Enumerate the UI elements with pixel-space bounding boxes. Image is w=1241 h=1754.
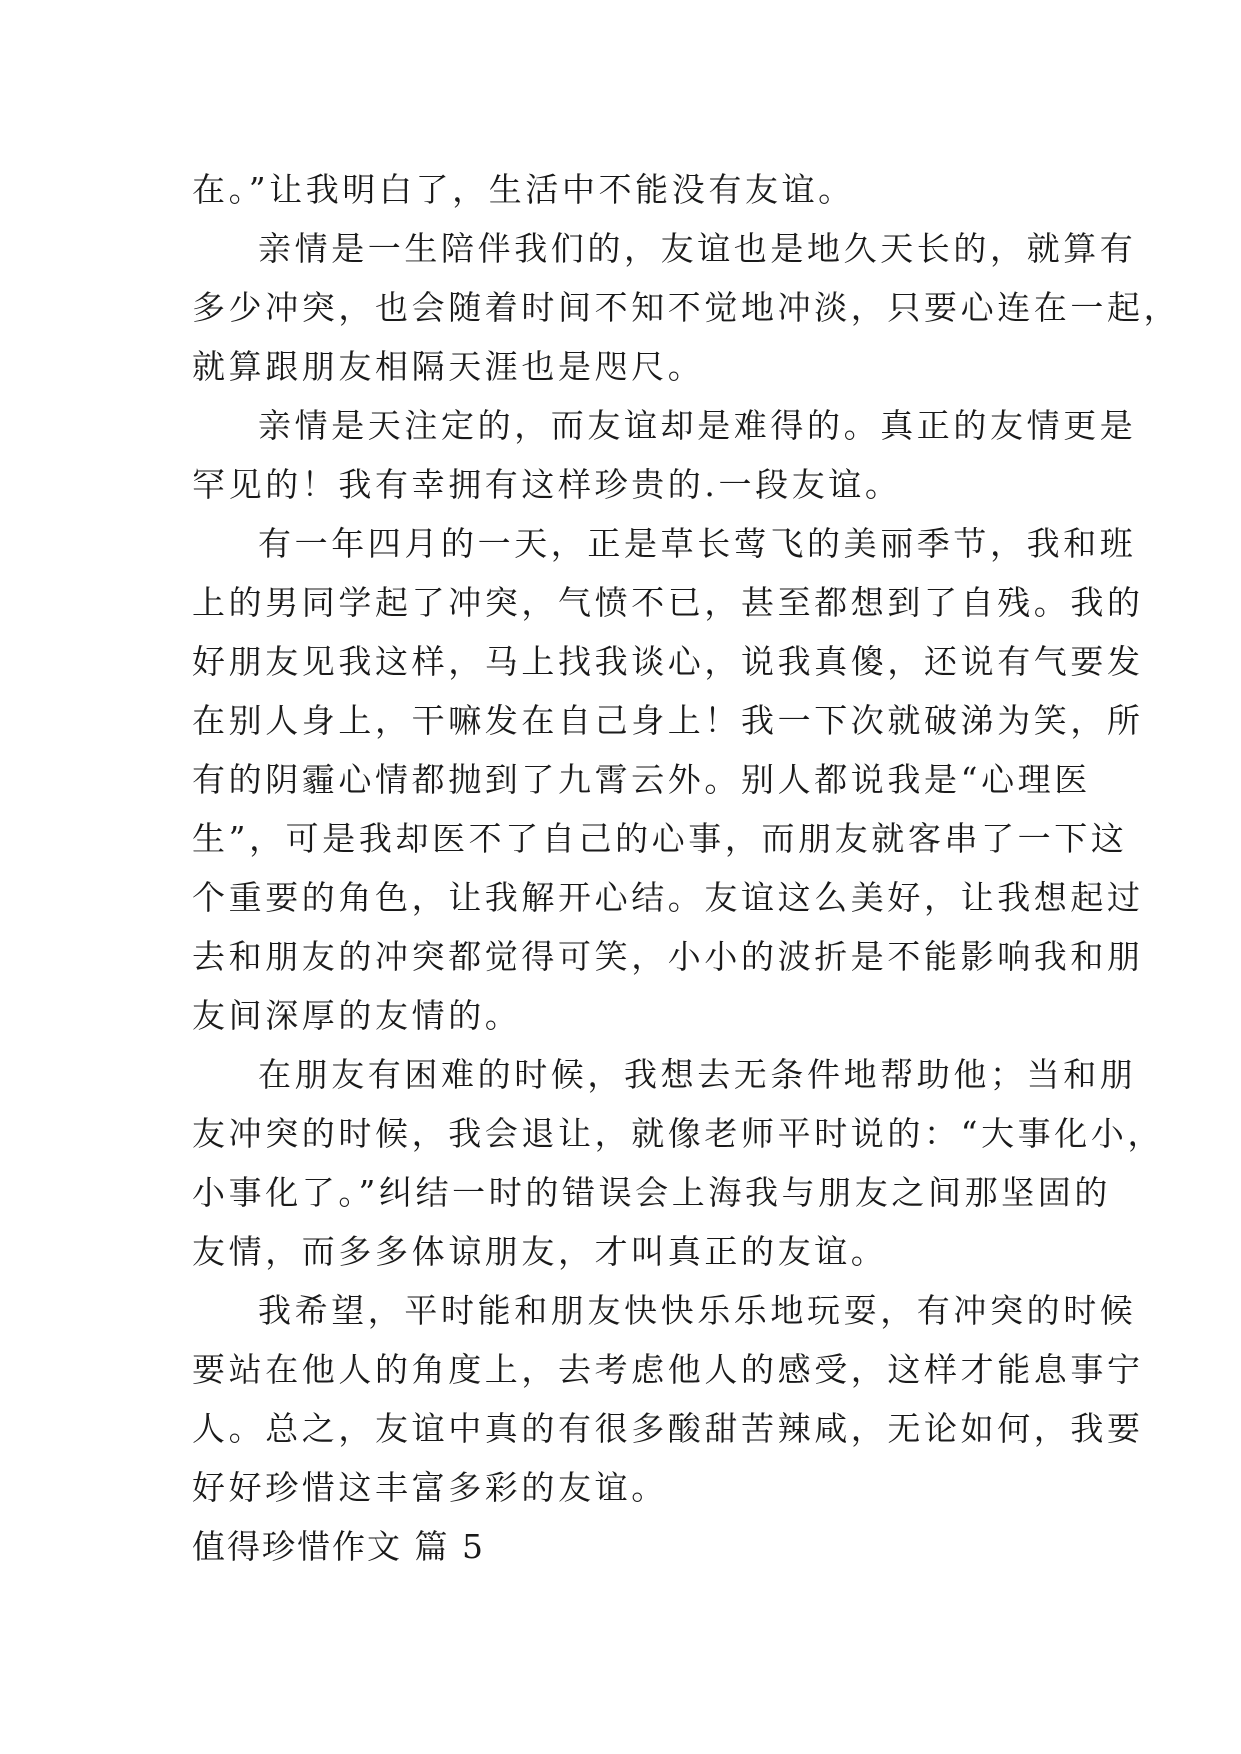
text-line: 友冲突的时候，我会退让，就像老师平时说的：“大事化小， — [192, 1114, 1165, 1153]
text-line: 有的阴霾心情都抛到了九霄云外。别人都说我是“心理医 — [192, 760, 1091, 799]
section-heading: 值得珍惜作文 篇 5 — [192, 1527, 485, 1566]
text-line: 好朋友见我这样，马上找我谈心，说我真傻，还说有气要发 — [192, 642, 1144, 681]
text-line: 上的男同学起了冲突，气愤不已，甚至都想到了自残。我的 — [192, 583, 1144, 622]
paragraph-first-line: 我希望，平时能和朋友快快乐乐地玩耍，有冲突的时候 — [258, 1291, 1137, 1330]
text-line: 要站在他人的角度上，去考虑他人的感受，这样才能息事宁 — [192, 1350, 1144, 1389]
text-line: 个重要的角色，让我解开心结。友谊这么美好，让我想起过 — [192, 878, 1144, 917]
paragraph-first-line: 在朋友有困难的时候，我想去无条件地帮助他；当和朋 — [258, 1055, 1137, 1094]
text-line: 人。总之，友谊中真的有很多酸甜苦辣咸，无论如何，我要 — [192, 1409, 1144, 1448]
text-line: 好好珍惜这丰富多彩的友谊。 — [192, 1468, 668, 1507]
paragraph-first-line: 亲情是天注定的，而友谊却是难得的。真正的友情更是 — [258, 406, 1137, 445]
paragraph-first-line: 有一年四月的一天，正是草长莺飞的美丽季节，我和班 — [258, 524, 1137, 563]
text-line: 去和朋友的冲突都觉得可笑，小小的波折是不能影响我和朋 — [192, 937, 1144, 976]
text-line: 就算跟朋友相隔天涯也是咫尺。 — [192, 347, 705, 386]
text-line: 生”，可是我却医不了自己的心事，而朋友就客串了一下这 — [192, 819, 1128, 858]
text-line: 在。”让我明白了，生活中不能没有友谊。 — [192, 170, 855, 209]
text-line: 友情，而多多体谅朋友，才叫真正的友谊。 — [192, 1232, 888, 1271]
text-line: 友间深厚的友情的。 — [192, 996, 522, 1035]
text-line: 多少冲突，也会随着时间不知不觉地冲淡，只要心连在一起， — [192, 288, 1181, 327]
text-line: 小事化了。”纠结一时的错误会上海我与朋友之间那坚固的 — [192, 1173, 1111, 1212]
text-line: 罕见的！我有幸拥有这样珍贵的.一段友谊。 — [192, 465, 902, 504]
paragraph-first-line: 亲情是一生陪伴我们的，友谊也是地久天长的，就算有 — [258, 229, 1137, 268]
text-line: 在别人身上，干嘛发在自己身上！我一下次就破涕为笑，所 — [192, 701, 1144, 740]
